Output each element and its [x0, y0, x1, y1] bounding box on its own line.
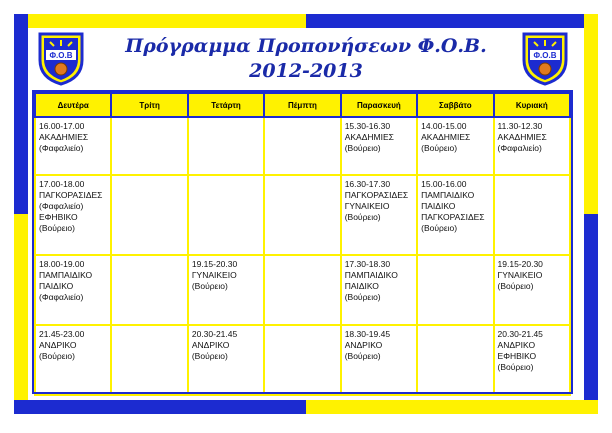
title-line-2: 2012-2013 — [249, 60, 363, 82]
table-row — [35, 117, 570, 175]
header-row — [35, 93, 570, 117]
schedule-cell — [188, 175, 264, 255]
border-band — [584, 14, 598, 214]
border-band — [14, 214, 28, 414]
schedule-cell — [111, 117, 187, 175]
day-header: Τρίτη — [111, 93, 187, 117]
schedule-cell: 18.00-19.00 ΠΑΜΠΑΙΔΙΚΟ ΠΑΙΔΙΚΟ (Φαφαλιείο) — [35, 255, 111, 325]
schedule-cell — [264, 325, 340, 395]
schedule-cell — [111, 255, 187, 325]
schedule-cell — [111, 325, 187, 395]
schedule-table — [34, 92, 571, 396]
schedule-cell: 20.30-21.45 ΑΝΔΡΙΚΟ (Βούρειο) — [188, 325, 264, 395]
day-header: Παρασκευή — [341, 93, 417, 117]
schedule-cell: 16.30-17.30 ΠΑΓΚΟΡΑΣΙΔΕΣ ΓΥΝΑΙΚΕΙΟ (Βούρειο) — [341, 175, 417, 255]
table-row — [35, 255, 570, 325]
schedule-cell: 11.30-12.30 ΑΚΑΔΗΜΙΕΣ (Φαφαλιείο) — [494, 117, 570, 175]
border-band — [14, 14, 28, 214]
club-logo-left — [36, 30, 86, 86]
schedule-cell: 20.30-21.45 ΑΝΔΡΙΚΟ ΕΦΗΒΙΚΟ (Βούρειο) — [494, 325, 570, 395]
schedule-cell — [417, 325, 493, 395]
day-header: Σαββάτο — [417, 93, 493, 117]
schedule-cell: 17.00-18.00 ΠΑΓΚΟΡΑΣΙΔΕΣ (Φαφαλιείο) ΕΦΗΒΙΚΟ (Βούρειο) — [35, 175, 111, 255]
table-row — [35, 175, 570, 255]
schedule-cell: 19.15-20.30 ΓΥΝΑΙΚΕΙΟ (Βούρειο) — [188, 255, 264, 325]
border-band — [584, 214, 598, 414]
day-header: Τετάρτη — [188, 93, 264, 117]
schedule-cell: 14.00-15.00 ΑΚΑΔΗΜΙΕΣ (Βούρειο) — [417, 117, 493, 175]
schedule-cell: 15.00-16.00 ΠΑΜΠΑΙΔΙΚΟ ΠΑΙΔΙΚΟ ΠΑΓΚΟΡΑΣΙΔΕΣ (Βούρειο) — [417, 175, 493, 255]
schedule-cell — [264, 175, 340, 255]
logo-text: Φ.Ο.Β — [533, 51, 557, 60]
border-band — [306, 400, 598, 414]
schedule-cell — [417, 255, 493, 325]
schedule-cell: 18.30-19.45 ΑΝΔΡΙΚΟ (Βούρειο) — [341, 325, 417, 395]
schedule-cell — [494, 175, 570, 255]
border-band — [306, 14, 598, 28]
schedule-cell — [188, 117, 264, 175]
day-header: Δευτέρα — [35, 93, 111, 117]
border-band — [14, 14, 306, 28]
schedule-cell: 21.45-23.00 ΑΝΔΡΙΚΟ (Βούρειο) — [35, 325, 111, 395]
title-line-1: Πρόγραμμα Προπονήσεων Φ.Ο.Β. — [125, 35, 487, 57]
schedule-cell — [264, 255, 340, 325]
schedule-cell — [264, 117, 340, 175]
schedule-cell: 16.00-17.00 ΑΚΑΔΗΜΙΕΣ (Φαφαλιείο) — [35, 117, 111, 175]
day-header: Κυριακή — [494, 93, 570, 117]
schedule-cell: 19.15-20.30 ΓΥΝΑΙΚΕΙΟ (Βούρειο) — [494, 255, 570, 325]
schedule-cell: 17.30-18.30 ΠΑΜΠΑΙΔΙΚΟ ΠΑΙΔΙΚΟ (Βούρειο) — [341, 255, 417, 325]
schedule-cell: 15.30-16.30 ΑΚΑΔΗΜΙΕΣ (Βούρειο) — [341, 117, 417, 175]
page-title — [110, 34, 502, 84]
day-header: Πέμπτη — [264, 93, 340, 117]
logo-text: Φ.Ο.Β — [49, 51, 73, 60]
border-band — [14, 400, 306, 414]
table-row — [35, 325, 570, 395]
schedule-cell — [111, 175, 187, 255]
club-logo-right — [520, 30, 570, 86]
